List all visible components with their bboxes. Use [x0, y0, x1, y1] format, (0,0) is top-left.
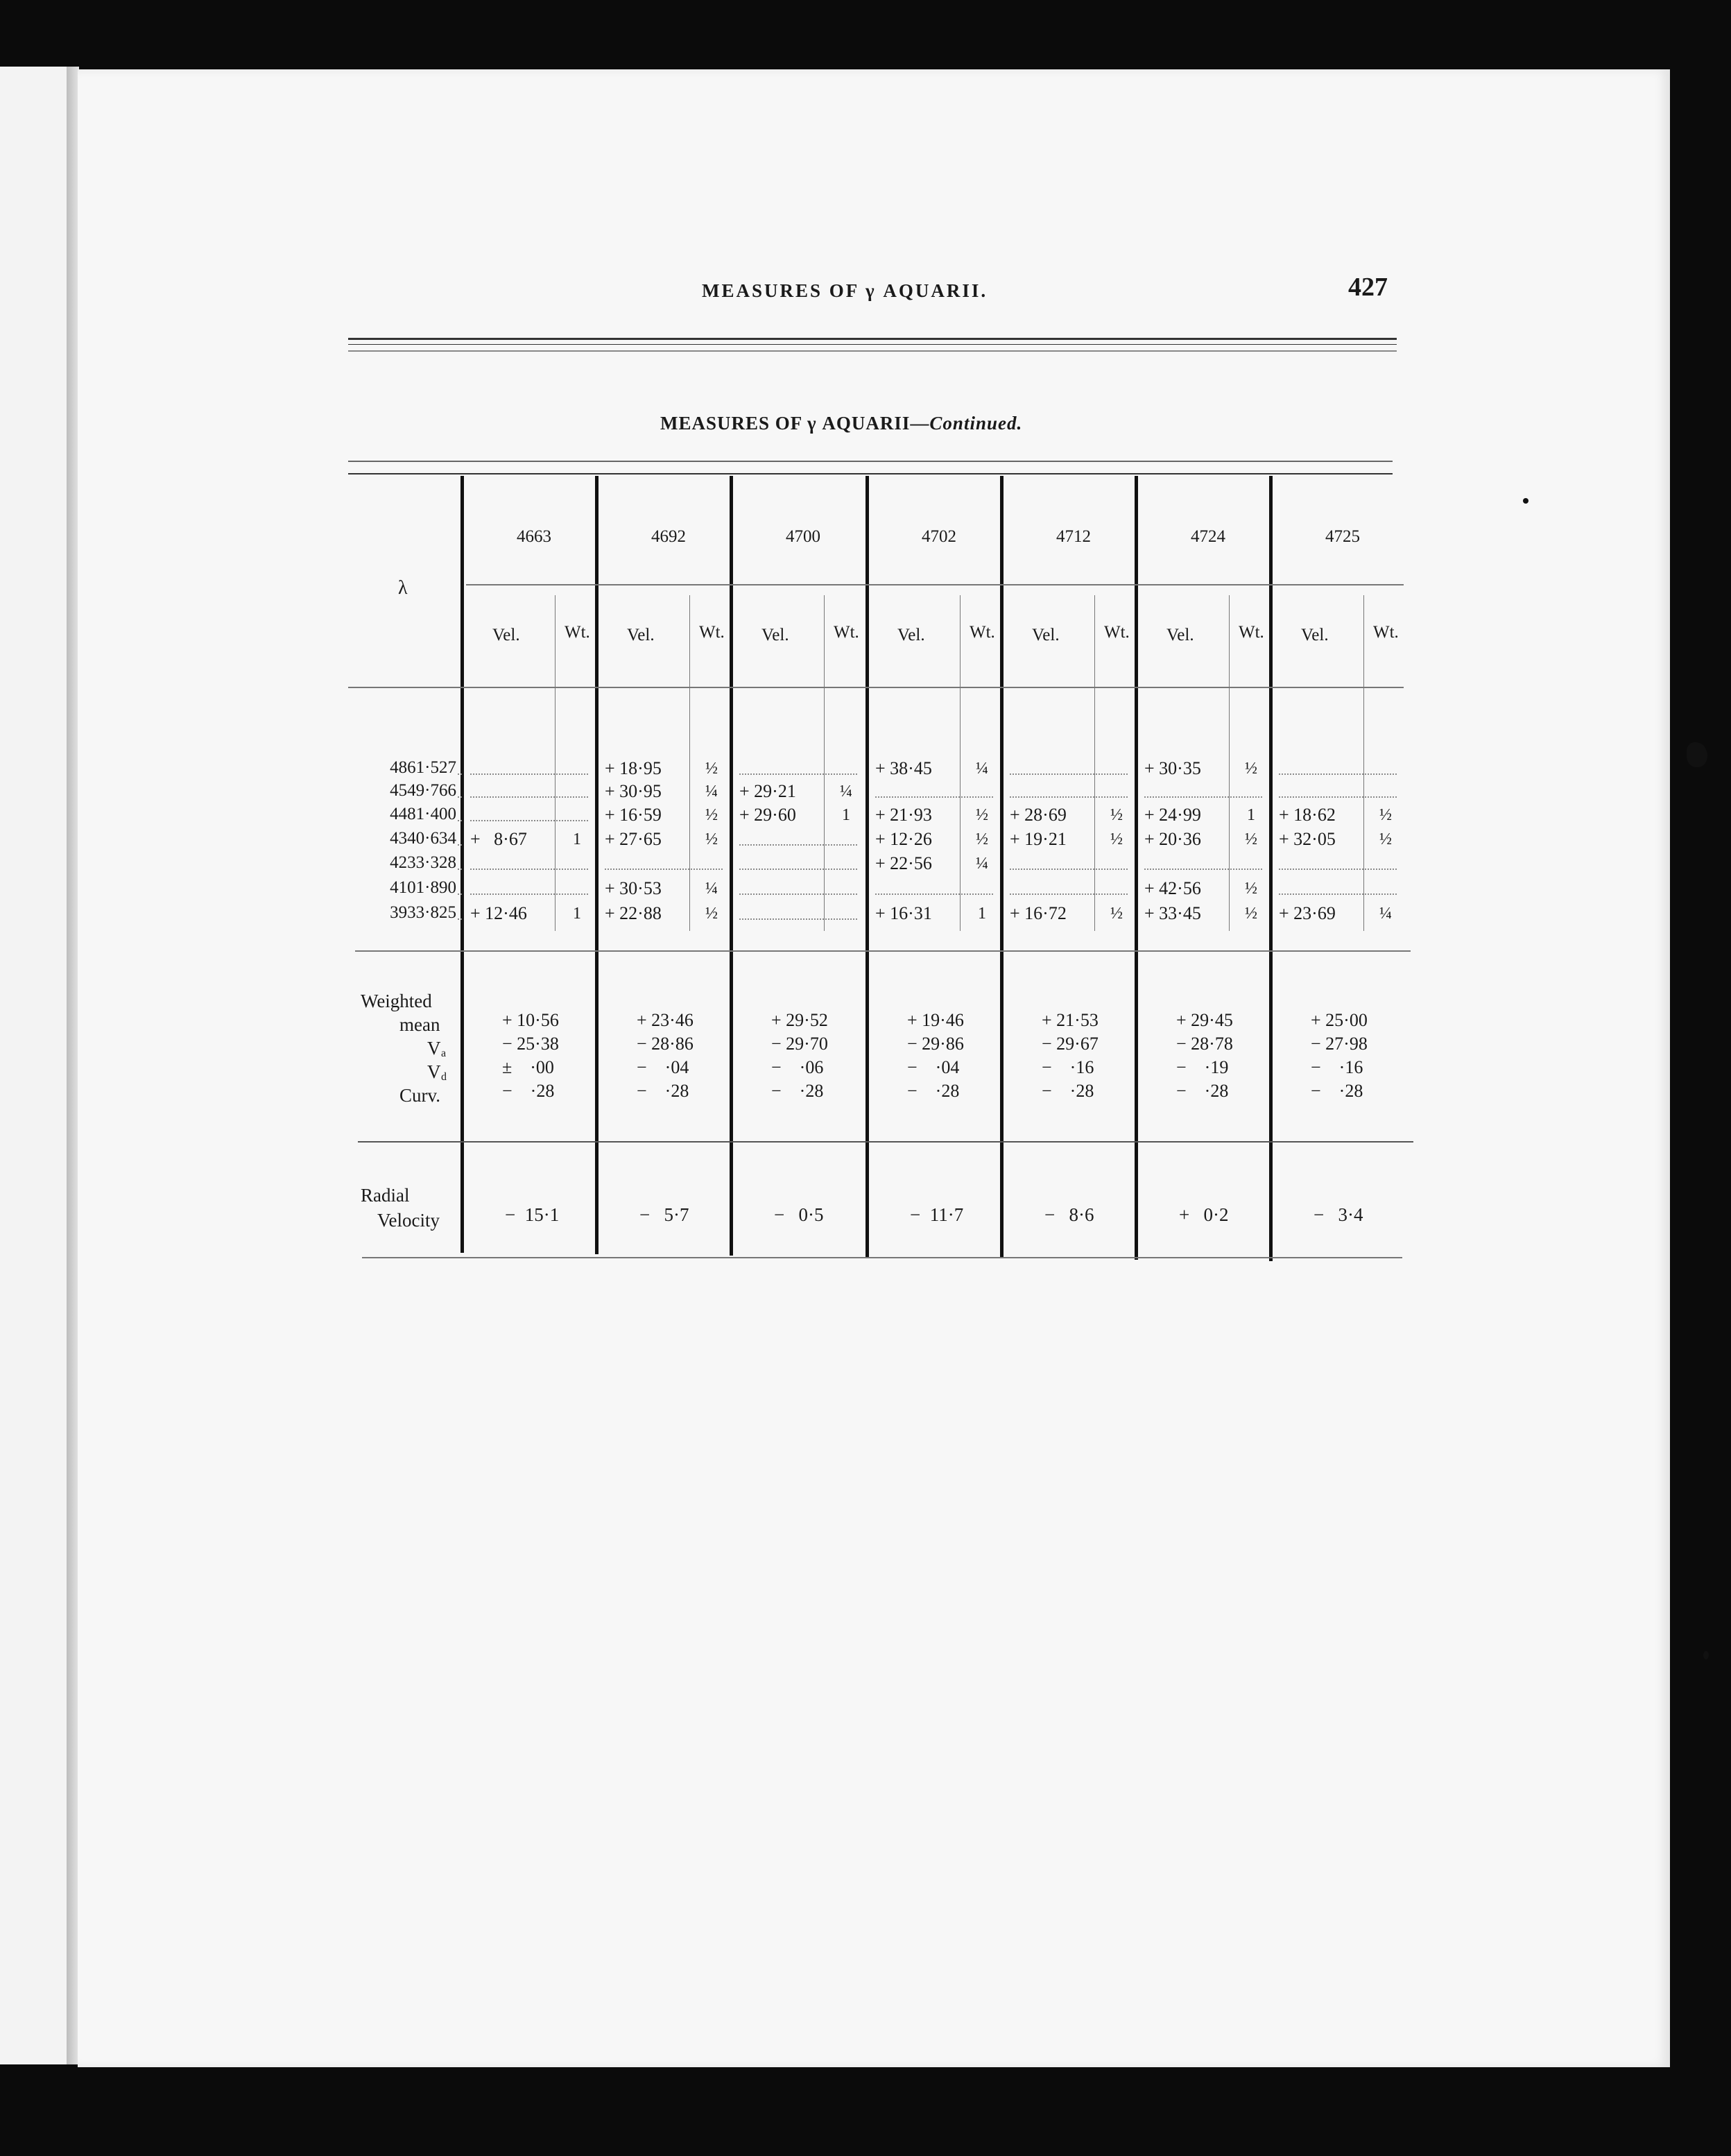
summary-bottom-rule [358, 1141, 1413, 1143]
leader-dots [875, 893, 993, 895]
weight-value: ¼ [705, 782, 718, 801]
weight-value: 1 [1247, 806, 1255, 824]
velocity-value: + 22·88 [605, 903, 662, 923]
radial-velocity-value: − 8·6 [1044, 1204, 1094, 1225]
velocity-value: + 8·67 [470, 829, 527, 849]
leader-dots [470, 893, 588, 895]
leader-dots [1010, 773, 1128, 775]
weighted-mean-value: + 23·46 [637, 1010, 694, 1030]
leader-dots [739, 844, 857, 846]
leader-dots [458, 844, 462, 846]
curvature-value: − ·28 [502, 1081, 555, 1101]
radial-velocity-value: + 0·2 [1179, 1204, 1229, 1225]
weight-value: ½ [1245, 905, 1257, 923]
plate-number: 4712 [1056, 527, 1091, 546]
header-rule-light [348, 350, 1397, 352]
curvature-value: − ·28 [1176, 1081, 1229, 1101]
vel-wt-divider [689, 595, 690, 931]
va-value: − 28·86 [637, 1034, 694, 1054]
leader-dots [739, 893, 857, 895]
lambda-header: λ [398, 577, 408, 599]
leader-dots [875, 796, 993, 798]
weighted-mean-value: + 19·46 [907, 1010, 964, 1030]
velocity-value: + 32·05 [1279, 829, 1336, 849]
wt-header: Wt. [970, 623, 995, 642]
velocity-value: + 30·35 [1144, 758, 1201, 778]
va-value: − 29·86 [907, 1034, 964, 1054]
radial-velocity-value: − 11·7 [910, 1204, 964, 1225]
weighted-mean-value: + 29·45 [1176, 1010, 1233, 1030]
velocity-value: + 29·60 [739, 805, 796, 825]
weight-value: ½ [1379, 806, 1392, 824]
velocity-value: + 21·93 [875, 805, 932, 825]
body-bottom-rule [355, 950, 1411, 952]
weight-value: 1 [573, 830, 581, 848]
velocity-label: Velocity [377, 1210, 440, 1231]
wt-header: Wt. [834, 623, 859, 642]
radial-velocity-value: − 15·1 [505, 1204, 560, 1225]
velocity-value: + 12·26 [875, 829, 932, 849]
weight-value: ¼ [976, 855, 988, 873]
wt-header: Wt. [1239, 623, 1264, 642]
leader-dots [1010, 796, 1128, 798]
plate-number: 4663 [517, 527, 551, 546]
velocity-value: + 24·99 [1144, 805, 1201, 825]
curvature-value: − ·28 [907, 1081, 960, 1101]
leader-dots [458, 869, 462, 870]
weight-value: ½ [976, 830, 988, 848]
plate-number: 4725 [1325, 527, 1360, 546]
velocity-value: + 38·45 [875, 758, 932, 778]
leader-dots [470, 796, 588, 798]
velocity-value: + 30·53 [605, 878, 662, 898]
radial-velocity-value: − 0·5 [774, 1204, 824, 1225]
vel-wt-divider [1363, 595, 1364, 931]
vel-wt-divider [1094, 595, 1095, 931]
column-rule [866, 476, 869, 1257]
plate-number: 4724 [1191, 527, 1225, 546]
vel-header: Vel. [1301, 626, 1329, 644]
weight-value: ½ [1245, 830, 1257, 848]
leader-dots [605, 869, 723, 870]
weight-value: 1 [573, 905, 581, 923]
table-title [660, 413, 1022, 434]
subheader-rule [348, 687, 1404, 688]
velocity-value: + 16·59 [605, 805, 662, 825]
velocity-value: + 28·69 [1010, 805, 1067, 825]
book-page [78, 69, 1670, 2067]
wavelength-label: 4340·634 [390, 829, 456, 848]
leader-dots [458, 820, 462, 821]
weight-value: ½ [1110, 905, 1123, 923]
velocity-value: + 27·65 [605, 829, 662, 849]
va-value: − 29·67 [1042, 1034, 1099, 1054]
column-rule [730, 476, 733, 1256]
leader-dots [458, 796, 462, 798]
leader-dots [1279, 796, 1397, 798]
plate-number: 4700 [786, 527, 820, 546]
wt-header: Wt. [1373, 623, 1399, 642]
vel-header: Vel. [761, 626, 789, 644]
wavelength-label: 4101·890 [390, 878, 456, 897]
plate-header-rule [466, 584, 1404, 585]
velocity-value: + 12·46 [470, 903, 527, 923]
leader-dots [1279, 893, 1397, 895]
weight-value: ½ [705, 830, 718, 848]
speck [1687, 742, 1707, 767]
curvature-value: − ·28 [771, 1081, 824, 1101]
table-title-main: MEASURES OF γ AQUARII— [660, 413, 930, 434]
weight-value: ¼ [1379, 905, 1392, 923]
vd-value: − ·19 [1176, 1057, 1229, 1077]
va-value: − 29·70 [771, 1034, 828, 1054]
weight-value: ¼ [705, 880, 718, 898]
vel-wt-divider [824, 595, 825, 931]
leader-dots [1144, 796, 1262, 798]
va-value: − 27·98 [1311, 1034, 1368, 1054]
velocity-value: + 33·45 [1144, 903, 1201, 923]
vel-header: Vel. [1166, 626, 1194, 644]
weight-value: ½ [1245, 760, 1257, 778]
vd-value: − ·16 [1042, 1057, 1094, 1077]
radial-velocity-value: − 3·4 [1314, 1204, 1363, 1225]
wavelength-label: 4549·766 [390, 781, 456, 800]
curvature-value: − ·28 [1042, 1081, 1094, 1101]
va-label: V [427, 1038, 441, 1059]
speck [1703, 1651, 1709, 1659]
wt-header: Wt. [1104, 623, 1130, 642]
table-top-rule [348, 461, 1393, 462]
leader-dots [739, 869, 857, 870]
va-value: − 28·78 [1176, 1034, 1233, 1054]
vd-value: − ·04 [907, 1057, 960, 1077]
leader-dots [470, 869, 588, 870]
plate-number: 4692 [651, 527, 686, 546]
vel-header: Vel. [897, 626, 925, 644]
plate-number: 4702 [922, 527, 956, 546]
column-rule [460, 476, 464, 1253]
facing-page-edge [0, 67, 75, 2064]
leader-dots [1279, 869, 1397, 870]
table-top-rule-2 [348, 473, 1393, 474]
vd-value: ± ·00 [502, 1057, 554, 1077]
mean-label: mean [399, 1014, 440, 1035]
weight-value: ½ [705, 806, 718, 824]
vel-header: Vel. [627, 626, 655, 644]
leader-dots [470, 773, 588, 775]
weight-value: ½ [1245, 880, 1257, 898]
leader-dots [458, 773, 462, 775]
weight-value: ¼ [976, 760, 988, 778]
velocity-value: + 16·31 [875, 903, 932, 923]
weighted-mean-value: + 21·53 [1042, 1010, 1099, 1030]
leader-dots [458, 918, 462, 920]
velocity-value: + 18·62 [1279, 805, 1336, 825]
radial-label: Radial [361, 1185, 410, 1206]
weight-value: ½ [1379, 830, 1392, 848]
velocity-value: + 20·36 [1144, 829, 1201, 849]
wavelength-label: 3933·825 [390, 903, 456, 922]
page-number: 427 [1348, 273, 1388, 302]
speck [1523, 498, 1528, 504]
column-rule [595, 476, 598, 1254]
leader-dots [1010, 869, 1128, 870]
velocity-value: + 42·56 [1144, 878, 1201, 898]
vel-wt-divider [960, 595, 961, 931]
weight-value: ½ [705, 905, 718, 923]
vd-value: − ·06 [771, 1057, 824, 1077]
weight-value: ¼ [840, 782, 852, 801]
vd-value: − ·04 [637, 1057, 689, 1077]
weighted-mean-value: + 29·52 [771, 1010, 828, 1030]
velocity-value: + 22·56 [875, 853, 932, 873]
table-title-continued: Continued. [929, 413, 1023, 434]
header-rule [348, 338, 1397, 340]
weighted-label: Weighted [361, 991, 432, 1011]
vel-wt-divider [555, 595, 556, 931]
curvature-label: Curv. [399, 1085, 440, 1106]
wt-header: Wt. [565, 623, 590, 642]
velocity-value: + 19·21 [1010, 829, 1067, 849]
weighted-mean-value: + 10·56 [502, 1010, 559, 1030]
vel-header: Vel. [492, 626, 520, 644]
velocity-value: + 29·21 [739, 781, 796, 801]
weight-value: ½ [976, 806, 988, 824]
header-rule-thin [348, 344, 1397, 345]
column-rule [1269, 476, 1273, 1261]
velocity-value: + 30·95 [605, 781, 662, 801]
velocity-value: + 18·95 [605, 758, 662, 778]
wavelength-label: 4481·400 [390, 805, 456, 823]
vel-wt-divider [1229, 595, 1230, 931]
vd-label: V [427, 1061, 441, 1082]
weight-value: ½ [705, 760, 718, 778]
vd-value: − ·16 [1311, 1057, 1363, 1077]
weighted-mean-value: + 25·00 [1311, 1010, 1368, 1030]
vel-header: Vel. [1032, 626, 1060, 644]
weight-value: ½ [1110, 830, 1123, 848]
table-bottom-rule [362, 1257, 1402, 1258]
weight-value: 1 [842, 806, 850, 824]
leader-dots [739, 918, 857, 920]
velocity-value: + 23·69 [1279, 903, 1336, 923]
curvature-value: − ·28 [637, 1081, 689, 1101]
wavelength-label: 4861·527 [390, 758, 456, 777]
running-head: MEASURES OF γ AQUARII. [702, 280, 988, 301]
radial-velocity-value: − 5·7 [639, 1204, 689, 1225]
va-subscript: a [441, 1047, 447, 1059]
wavelength-label: 4233·328 [390, 853, 456, 872]
vd-subscript: d [441, 1071, 447, 1083]
wt-header: Wt. [699, 623, 725, 642]
leader-dots [458, 893, 462, 895]
velocity-value: + 16·72 [1010, 903, 1067, 923]
leader-dots [1010, 893, 1128, 895]
leader-dots [1279, 773, 1397, 775]
leader-dots [470, 820, 588, 821]
va-value: − 25·38 [502, 1034, 559, 1054]
weight-value: ½ [1110, 806, 1123, 824]
leader-dots [739, 773, 857, 775]
curvature-value: − ·28 [1311, 1081, 1363, 1101]
weight-value: 1 [978, 905, 986, 923]
leader-dots [1144, 869, 1262, 870]
